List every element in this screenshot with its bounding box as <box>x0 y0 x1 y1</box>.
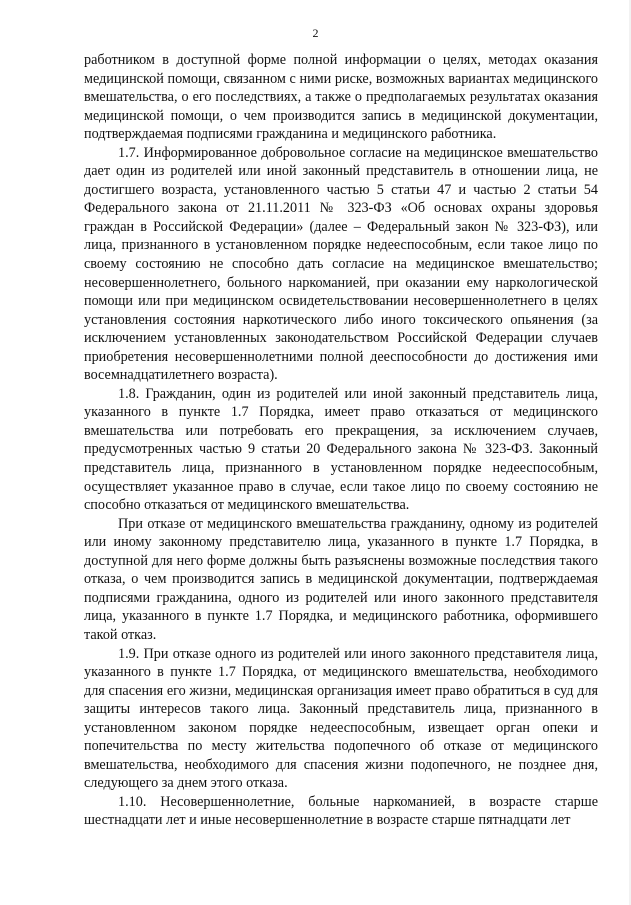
page-number: 2 <box>312 26 319 40</box>
paragraph-1-8: 1.8. Гражданин, один из родителей или иной законный представитель лица, указанного в пункте 1.7 Порядка, имеет право отказаться от медицинского вмешательства или потребовать его прекращения, за исключением случаев, предусмотренных частью 9 статьи 20 Федерального закона № 323-ФЗ. Законный представитель лица, признанного в установленном порядке недееспособным, осуществляет указанное право в случае, если такое лицо по своему состоянию не способно отказаться от медицинского вмешательства. <box>84 385 598 514</box>
paragraph-1-10: 1.10. Несовершеннолетние, больные наркоманией, в возрасте старше шестнадцати лет и иные несовершеннолетние в возрасте старше пятнадцати лет <box>84 793 598 829</box>
paragraph-1-9: 1.9. При отказе одного из родителей или иного законного представителя лица, указанного в пункте 1.7 Порядка, от медицинского вмешательства, необходимого для спасения его жизни, медицинская организация имеет право обратиться в суд для защиты интересов такого лица. Законный представитель лица, признанного в установленном законом порядке недееспособным, извещает орган опеки и попечительства по месту жительства подопечного об отказе от медицинского вмешательства, необходимого для спасения жизни подопечного, не позднее дня, следующего за днем этого отказа. <box>84 645 598 792</box>
document-body <box>84 51 598 830</box>
paragraph-1-7: 1.7. Информированное добровольное согласие на медицинское вмешательство дает один из родителей или иной законный представитель в отношении лица, не достигшего возраста, установленного частью 5 статьи 47 и частью 2 статьи 54 Федерального закона от 21.11.2011 № 323-ФЗ «Об основах охраны здоровья граждан в Российской Федерации» (далее – Федеральный закон № 323-ФЗ), или лица, признанного в установленном порядке недееспособным, если такое лицо по своему состоянию не способно дать согласие на медицинское вмешательство; несовершеннолетнего, больного наркоманией, при оказании ему наркологической помощи или при медицинском освидетельствовании несовершеннолетнего в целях установления состояния наркотического либо иного токсического опьянения (за исключением установленных законодательством Российской Федерации случаев приобретения несовершеннолетними полной дееспособности до достижения ими восемнадцатилетнего возраста). <box>84 144 598 384</box>
paragraph-continuation: работником в доступной форме полной информации о целях, методах оказания медицинской помощи, связанном с ними риске, возможных вариантах медицинского вмешательства, о его последствиях, а также о предполагаемых результатах оказания медицинской помощи, о чем производится запись в медицинской документации, подтверждаемая подписями гражданина и медицинского работника. <box>84 52 598 143</box>
paragraph-1-8-refusal: При отказе от медицинского вмешательства гражданину, одному из родителей или иному законному представителю лица, указанного в пункте 1.7 Порядка, в доступной для него форме должны быть разъяснены возможные последствия такого отказа, о чем производится запись в медицинской документации, подтверждаемая подписями гражданина, одного из родителей или иного законного представителя лица, указанного в пункте 1.7 Порядка, и медицинского работника, оформившего такой отказ. <box>84 515 598 643</box>
